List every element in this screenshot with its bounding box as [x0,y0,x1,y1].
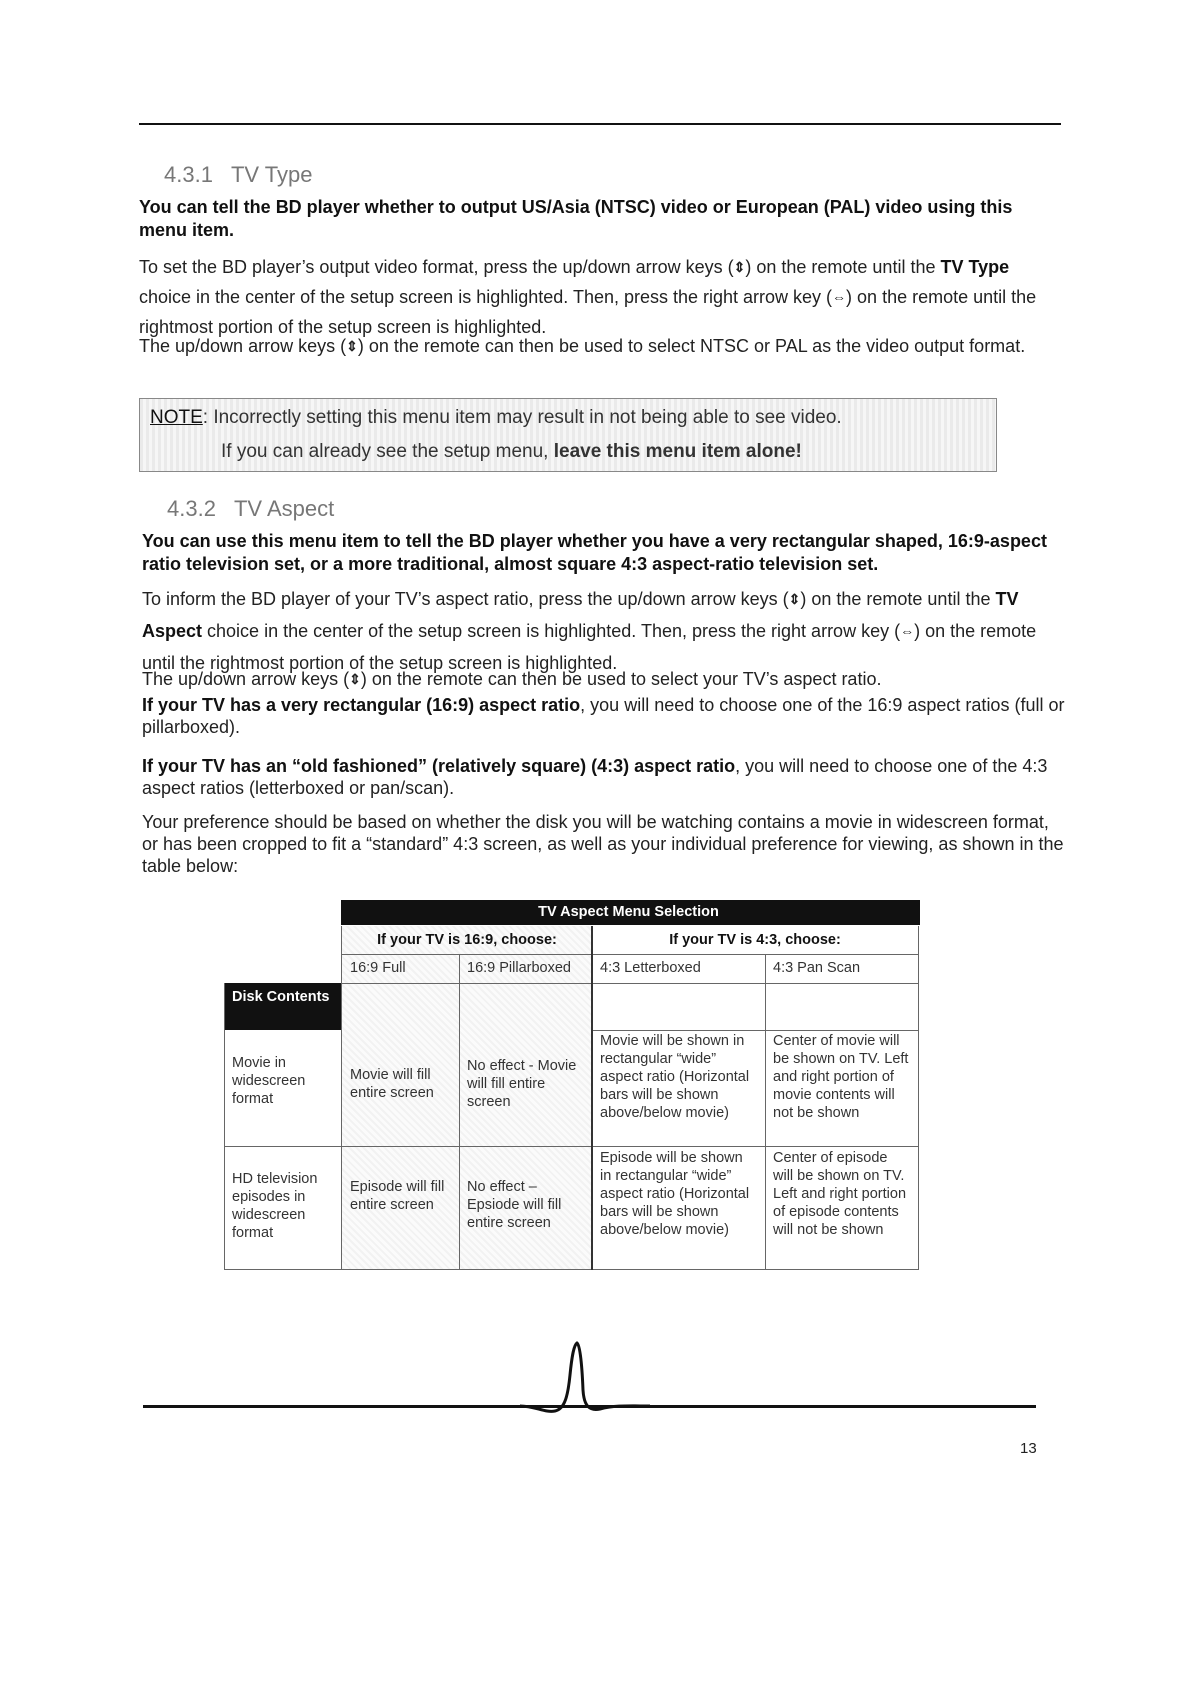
table-cell: Movie will fill entire screen [350,1067,434,1101]
grid-line [341,926,342,1270]
column-header: 4:3 Letterboxed [600,960,701,976]
grid-line [342,954,918,955]
table-title-end [916,900,920,925]
updown-arrow-icon: ⇕ [346,338,358,354]
grid-line [224,1146,918,1147]
updown-arrow-icon: ⇕ [349,671,361,687]
table-cell: Episode will fill entire screen [350,1179,445,1213]
table-cell: Episode will be shown in rectangular “wide” aspect ratio (Horizontal bars will be shown above/below movie) [600,1150,750,1238]
section-431-lead: You can tell the BD player whether to output US/Asia (NTSC) video or European (PAL) video using this menu item. [139,197,1013,240]
grid-line [224,1269,918,1270]
right-arrow-icon: ⇔ [832,289,847,305]
section-432-paragraph-4: If your TV has an “old fashioned” (relatively square) (4:3) aspect ratio, you will need to choose one of the 4:3 aspect ratios (letterboxed or pan/scan). [142,756,1048,798]
right-arrow-icon: ⇔ [900,623,915,639]
table-cell: Center of movie will be shown on TV. Left and right portion of movie contents will not be shown [773,1033,909,1121]
section-432-paragraph-5: Your preference should be based on whether the disk you will be watching contains a movie in widescreen format, or has been cropped to fit a “standard” 4:3 screen, as well as your individual preference for viewing, as shown in the table below: [142,812,1064,876]
note-line-1: NOTE: Incorrectly setting this menu item may result in not being able to see video. [150,407,842,428]
column-header: 4:3 Pan Scan [773,960,861,976]
section-432-paragraph-2: The up/down arrow keys (⇕) on the remote can then be used to select your TV’s aspect ratio. [142,669,882,689]
column-header: 16:9 Full [350,960,406,976]
grid-line [591,926,593,1270]
section-432-paragraph-1: To inform the BD player of your TV’s aspect ratio, press the up/down arrow keys (⇕) on the remote until the TV Aspect choice in the center of the setup screen is highlighted. Then, press the right arrow key (⇔) on the remote until the rightmost portion of the setup screen is highlighted. [142,589,1037,673]
updown-arrow-icon: ⇕ [733,259,746,275]
note-label: NOTE [150,407,203,428]
table-cell: Movie will be shown in rectangular “wide” aspect ratio (Horizontal bars will be shown above/below movie) [600,1033,750,1121]
page-number: 13 [1020,1440,1037,1457]
row-header-disk-contents: Disk Contents [224,983,341,1030]
section-432-number: 4.3.2 [167,496,216,521]
grid-line [765,954,766,1270]
section-431-paragraph-1: To set the BD player’s output video format, press the up/down arrow keys (⇕) on the remote until the TV Type choice in the center of the setup screen is highlighted. Then, press the right arrow key (⇔) on the remote until the rightmost portion of the setup screen is highlighted. [139,257,1037,337]
section-431-paragraph-2: The up/down arrow keys (⇕) on the remote can then be used to select NTSC or PAL as the video output format. [139,336,1026,356]
group-header-43: If your TV is 4:3, choose: [669,932,841,948]
table-cell: No effect – Epsiode will fill entire screen [467,1179,562,1231]
row-label: Movie in widescreen format [232,1055,306,1107]
table-cell: Center of episode will be shown on TV. Left and right portion of episode contents will not be shown [773,1150,907,1238]
row-label: HD television episodes in widescreen format [232,1171,318,1241]
section-432-heading [167,496,334,522]
section-432-lead: You can use this menu item to tell the BD player whether you have a very rectangular shaped, 16:9-aspect ratio television set, or a more traditional, almost square 4:3 aspect-ratio television set. [142,531,1047,574]
column-header: 16:9 Pillarboxed [467,960,571,976]
section-431-number: 4.3.1 [164,162,213,187]
updown-arrow-icon: ⇕ [788,591,801,607]
grid-line [592,1030,918,1031]
group-header-169: If your TV is 16:9, choose: [377,932,557,948]
note-line-2: If you can already see the setup menu, leave this menu item alone! [221,441,802,462]
grid-line [918,926,919,1270]
section-432-paragraph-3: If your TV has a very rectangular (16:9) aspect ratio, you will need to choose one of the 16:9 aspect ratios (full or pillarboxed). [142,695,1065,737]
section-431-heading [164,162,312,188]
footer-logo-icon [520,1335,650,1415]
note-box [139,398,997,472]
section-432-title: TV Aspect [233,496,335,521]
grid-line [224,983,225,1270]
section-431-title: TV Type [230,162,313,187]
grid-line [342,983,918,984]
grid-line [459,954,460,1270]
table-title: TV Aspect Menu Selection [341,900,916,925]
table-cell: No effect - Movie will fill entire screen [467,1058,577,1110]
top-rule [139,123,1061,125]
tv-aspect-table [224,900,918,1270]
